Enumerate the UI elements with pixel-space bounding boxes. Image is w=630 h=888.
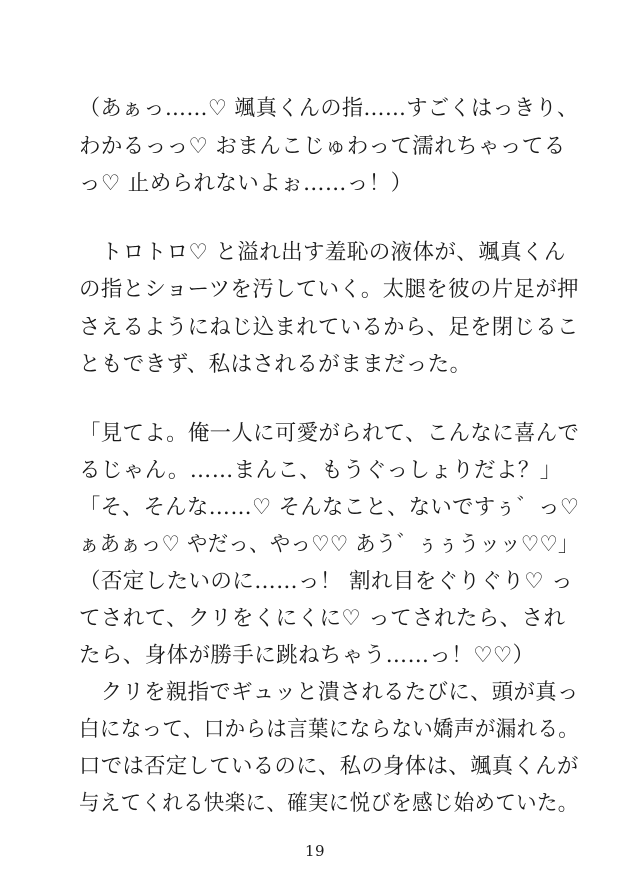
- text-line-3: っ♡ 止められないよぉ……っ！）: [79, 171, 413, 196]
- text-line-9: るじゃん。……まんこ、もうぐっしょりだよ？」: [79, 458, 562, 483]
- text-line-11: ぁあぁっ♡ やだっ、やっ♡♡ あう゛ぅぅうッッ♡♡」: [79, 532, 579, 557]
- text-line-4: トロトロ♡ と溢れ出す羞恥の液体が、颯真くん: [79, 240, 566, 265]
- text-line-13: てされて、クリをくにくに♡ ってされたら、され: [79, 606, 566, 631]
- text-line-6: さえるようにねじ込まれているから、足を閉じるこ: [79, 315, 579, 340]
- text-line-5: の指とショーツを汚していく。太腿を彼の片足が押: [79, 277, 579, 302]
- text-line-8: 「見てよ。俺一人に可愛がられて、こんなに喜んで: [79, 421, 580, 446]
- text-line-15: クリを親指でギュッと潰されるたびに、頭が真っ: [79, 680, 579, 705]
- text-line-12: （否定したいのに……っ！ 割れ目をぐりぐり♡ っ: [79, 569, 574, 594]
- text-line-7: ともできず、私はされるがままだった。: [79, 352, 472, 377]
- text-line-10: 「そ、そんな……♡ そんなこと、ないですぅ゛っ♡: [79, 495, 580, 520]
- text-line-16: 白になって、口からは言葉にならない嬌声が漏れる。: [79, 717, 580, 742]
- text-line-14: たら、身体が勝手に跳ねちゃう……っ！♡♡）: [79, 643, 535, 668]
- text-line-2: わかるっっ♡ おまんこじゅわって濡れちゃってる: [79, 134, 566, 159]
- text-line-18: 与えてくれる快楽に、確実に悦びを感じ始めていた。: [79, 791, 579, 816]
- text-line-1: （あぁっ……♡ 颯真くんの指……すごくはっきり、: [79, 96, 579, 121]
- page-number: 19: [304, 842, 326, 860]
- text-line-17: 口では否定しているのに、私の身体は、颯真くんが: [79, 754, 579, 779]
